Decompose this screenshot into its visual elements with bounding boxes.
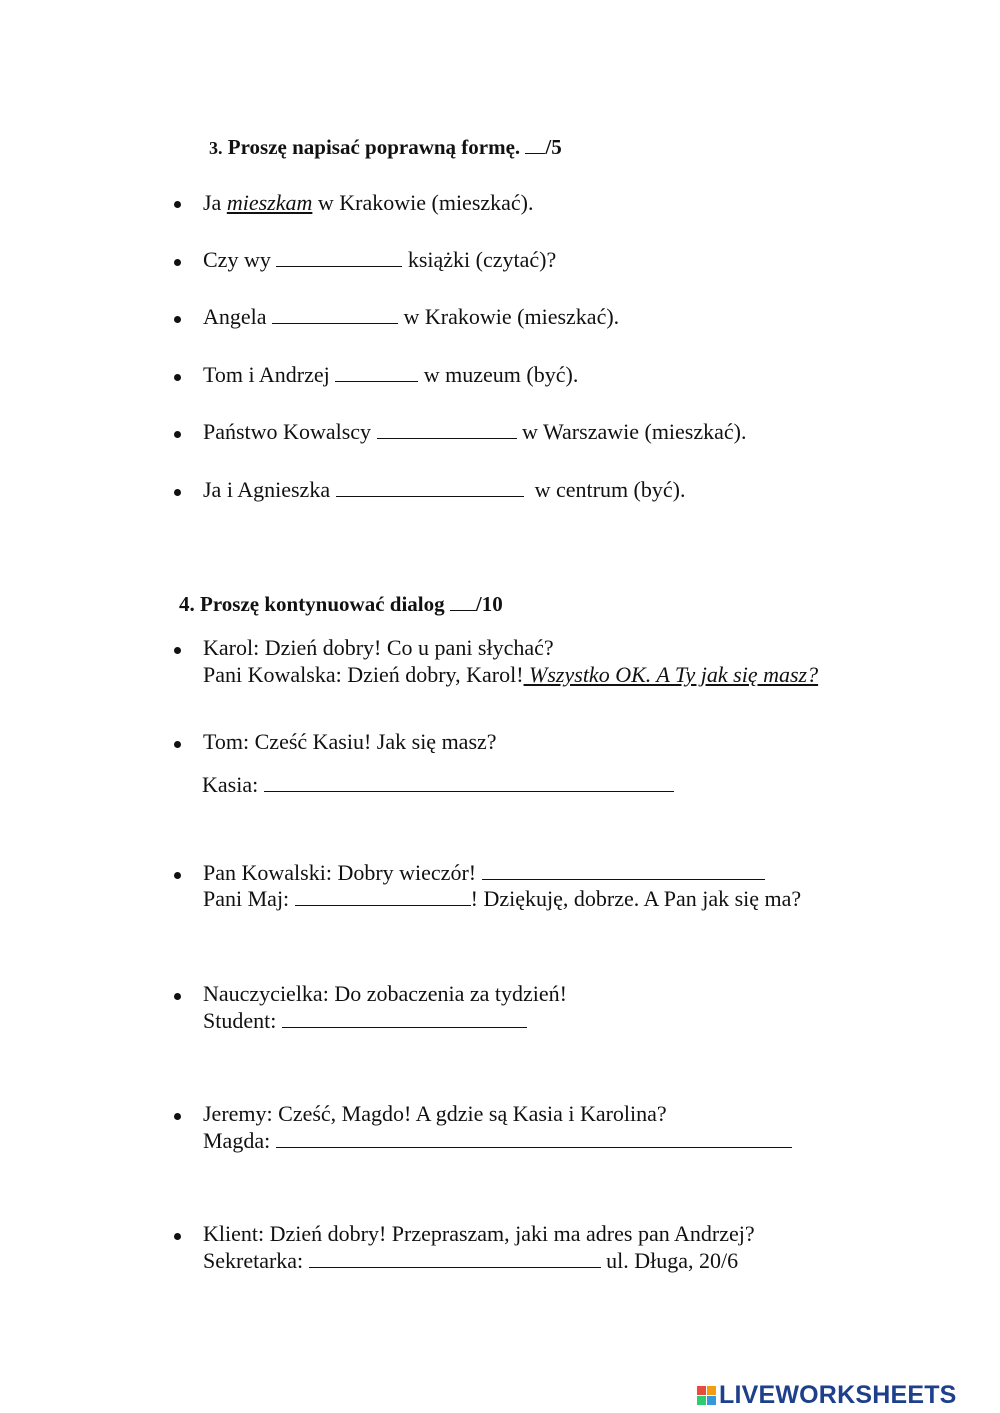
dialog-line: Pani Kowalska: Dzień dobry, Karol! Wszystko OK. A Ty jak się masz? <box>203 662 819 687</box>
bullet <box>174 1113 181 1120</box>
answer-blank[interactable] <box>276 1129 792 1148</box>
bullet <box>174 741 181 748</box>
logo-text: LIVEWORKSHEETS <box>719 1380 957 1409</box>
exercise-item: Tom i Andrzej w muzeum (być). <box>203 362 579 387</box>
bullet <box>174 993 181 1000</box>
answer-blank[interactable] <box>309 1249 601 1268</box>
dialog-line: Magda: <box>203 1128 792 1154</box>
exercise-item: Angela w Krakowie (mieszkać). <box>203 304 620 329</box>
exercise-item: Państwo Kowalscy w Warszawie (mieszkać). <box>203 419 747 444</box>
bullet <box>174 489 181 496</box>
answer-blank[interactable] <box>272 305 398 324</box>
exercise-item: Ja mieszkam w Krakowie (mieszkać). <box>203 190 534 215</box>
dialog-line: Tom: Cześć Kasiu! Jak się masz? <box>203 729 497 754</box>
dialog-line: Jeremy: Cześć, Magdo! A gdzie są Kasia i Karolina? <box>203 1101 667 1126</box>
bullet <box>174 374 181 381</box>
bullet <box>174 316 181 323</box>
section3-title: 3. Proszę napisać poprawną formę. /5 <box>209 135 562 159</box>
answer-blank[interactable] <box>482 861 765 880</box>
liveworksheets-logo <box>697 1378 957 1412</box>
bullet <box>174 259 181 266</box>
dialog-line: Pan Kowalski: Dobry wieczór! <box>203 860 765 886</box>
example-answer: mieszkam <box>226 190 313 215</box>
dialog-line: Pani Maj: ! Dziękuję, dobrze. A Pan jak się ma? <box>203 886 802 911</box>
exercise-item: Ja i Agnieszka w centrum (być). <box>203 477 686 502</box>
dialog-line: Klient: Dzień dobry! Przepraszam, jaki ma adres pan Andrzej? <box>203 1221 755 1246</box>
bullet <box>174 201 181 208</box>
dialog-line: Sekretarka: ul. Długa, 20/6 <box>203 1248 739 1273</box>
score-blank[interactable] <box>450 596 476 611</box>
answer-blank[interactable] <box>282 1009 527 1028</box>
dialog-line: Student: <box>203 1008 527 1034</box>
answer-blank[interactable] <box>264 773 674 792</box>
bullet <box>174 872 181 879</box>
example-answer: Wszystko OK. A Ty jak się masz? <box>523 662 819 687</box>
section4-title: 4. Proszę kontynuować dialog /10 <box>179 592 503 616</box>
dialog-line: Karol: Dzień dobry! Co u pani słychać? <box>203 635 554 660</box>
exercise-item: Czy wy książki (czytać)? <box>203 247 557 272</box>
bullet <box>174 647 181 654</box>
logo-mark-icon <box>697 1386 716 1405</box>
bullet <box>174 1233 181 1240</box>
answer-blank[interactable] <box>276 248 402 267</box>
bullet <box>174 431 181 438</box>
dialog-line: Kasia: <box>202 772 674 798</box>
answer-blank[interactable] <box>335 363 418 382</box>
answer-blank[interactable] <box>377 420 517 439</box>
answer-blank[interactable] <box>336 478 524 497</box>
dialog-line: Nauczycielka: Do zobaczenia za tydzień! <box>203 981 568 1006</box>
answer-blank[interactable] <box>295 887 471 906</box>
score-blank[interactable] <box>525 139 545 154</box>
